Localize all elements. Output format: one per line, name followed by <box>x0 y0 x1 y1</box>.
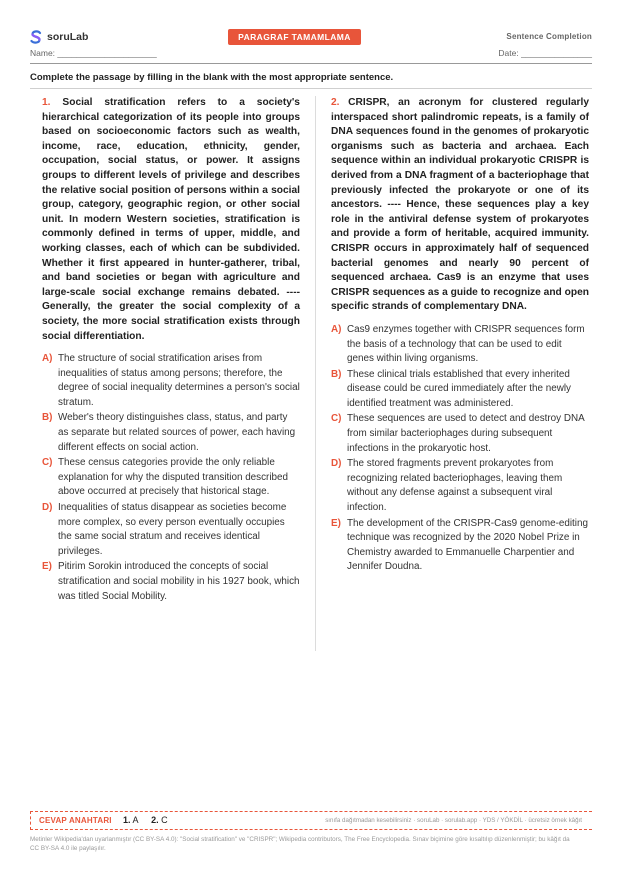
option-text: These census categories provide the only reliable explanation for why the disputed transition described above occurred at precisely that historical stage. <box>58 457 289 498</box>
question-number: 1. <box>42 97 51 108</box>
option-text: The development of the CRISPR-Cas9 genome-editing technique was recognized by the 2020 Nobel Prize in Chemistry awarded to Emmanuelle Charpentier and Jennifer Doudna. <box>347 517 588 573</box>
option-b[interactable] <box>331 368 589 412</box>
instruction-divider <box>30 88 592 89</box>
header-divider <box>30 63 592 64</box>
option-text: The structure of social stratification arises from inequalities of status among persons; therefore, the degree of social inequality determines a person's social stratum. <box>58 353 300 408</box>
question-1 <box>42 96 300 605</box>
passage-text: Social stratification refers to a society's hierarchical categorization of its people into groups based on socioeconomic factors such as wealth, income, race, education, ethnicity, gender, occupation, social status, or power. It assigns groups to different levels of privilege and describes the relative social position of persons within a social group, category, geographic region, or other social unit. In modern Western societies, stratification is commonly defined in terms of upper, middle, and working classes, each of which can be subdivided. Whether it first appeared in hunter-gatherer, tribal, and band societies or began with agriculture and large-scale social exchange remains debated. ---- Generally, the greater the social complexity of a society, the more social stratification exists through social differentiation. <box>42 97 300 342</box>
option-a[interactable] <box>42 352 300 410</box>
question-passage <box>331 96 589 315</box>
exercise-type-badge: PARAGRAF TAMAMLAMA <box>228 29 361 45</box>
option-text: Inequalities of status disappear as societies become more complex, so every person eventually occupies the same social stratum and receives identical privileges. <box>58 502 287 557</box>
option-letter: B) <box>42 412 53 424</box>
option-letter: A) <box>331 323 342 335</box>
question-2 <box>331 96 589 576</box>
question-passage <box>42 96 300 344</box>
answer-item-1 <box>123 815 139 825</box>
option-text: These clinical trials established that every inherited disease could be cured immediately after the newly identified treatment was administered. <box>347 368 571 409</box>
logo-text: soruLab <box>47 31 89 43</box>
option-letter: A) <box>42 353 53 365</box>
option-text: Weber's theory distinguishes class, status, and party as separate but related sources of power, each having different effects on social action. <box>58 412 296 453</box>
page-header <box>30 28 592 48</box>
answer-key-values <box>123 815 178 825</box>
answer-letter: C <box>161 815 168 825</box>
option-text: Pitirim Sorokin introduced the concepts of social stratification and social mobility in his 1927 book, which was titled Social Mobility. <box>58 561 300 602</box>
instruction-text: Complete the passage by filling in the blank with the most appropriate sentence. <box>30 72 394 83</box>
answer-options <box>42 352 300 604</box>
option-letter: D) <box>331 458 342 470</box>
option-letter: D) <box>42 502 53 514</box>
option-b[interactable] <box>42 411 300 455</box>
option-letter: B) <box>331 368 342 380</box>
sorulab-logo-icon <box>30 30 42 44</box>
source-attribution: Metinler Wikipedia'dan uyarlanmıştır (CC BY-SA 4.0): "Social stratification" ve "CRISPR"; Wikipedia contributors, The Free Encyclopedia. Sınav biçimine göre kısaltılıp düzenlenmiştir; bu kâğıt da CC BY-SA 4.0 ile paylaşılır. <box>30 836 570 852</box>
column-divider <box>315 96 316 651</box>
name-field[interactable]: Name: _____________________ <box>30 48 157 58</box>
option-letter: E) <box>42 561 52 573</box>
date-field[interactable]: Date: _______________ <box>498 48 592 58</box>
answer-num: 1. <box>123 815 131 825</box>
cut-note: sınıfa dağıtmadan kesebilirsiniz · soruLab · sorulab.app · YDS / YÖKDİL · ücretsiz örnek kâğıt <box>325 817 582 824</box>
option-text: The stored fragments prevent prokaryotes from recognizing related bacteriophages, leaving them without any defense against a subsequent viral infection. <box>347 458 563 514</box>
exercise-type-label: Sentence Completion <box>506 32 592 41</box>
option-a[interactable] <box>331 323 589 367</box>
option-letter: C) <box>42 457 53 469</box>
answer-num: 2. <box>151 815 159 825</box>
answer-options <box>331 323 589 575</box>
option-letter: C) <box>331 413 342 425</box>
option-e[interactable] <box>42 560 300 604</box>
option-letter: E) <box>331 517 341 529</box>
answer-item-2 <box>151 815 168 825</box>
option-text: Cas9 enzymes together with CRISPR sequences form the basis of a technology that can be used to edit genes within living organisms. <box>347 323 585 365</box>
option-text: These sequences are used to detect and destroy DNA from similar bacteriophages during subsequent infections in the prokaryotic host. <box>347 413 585 454</box>
option-e[interactable] <box>331 517 589 575</box>
option-c[interactable] <box>331 412 589 456</box>
answer-key-strip <box>30 811 592 830</box>
logo <box>30 30 88 44</box>
option-d[interactable] <box>42 501 300 559</box>
student-info <box>30 48 592 62</box>
option-c[interactable] <box>42 456 300 500</box>
question-number: 2. <box>331 97 340 108</box>
passage-text: CRISPR, an acronym for clustered regularly interspaced short palindromic repeats, is a family of DNA sequences found in the genomes of prokaryotic organisms such as bacteria and archaea. Each sequence within an individual prokaryotic CRISPR is derived from a DNA fragment of a bacteriophage that previously infected the prokaryote or one of its ancestors. ---- Hence, these sequences play a key role in the antiviral defense system of prokaryotes and provide a form of heritable, acquired immunity. CRISPR occurs in approximately half of sequenced bacterial genomes and nearly 90 percent of sequenced archaea. Cas9 is an enzyme that uses CRISPR sequences as a guide to recognize and open specific strands of complementary DNA. <box>331 97 589 313</box>
answer-key-label: CEVAP ANAHTARI <box>39 816 112 825</box>
option-d[interactable] <box>331 457 589 515</box>
answer-letter: A <box>132 815 139 825</box>
